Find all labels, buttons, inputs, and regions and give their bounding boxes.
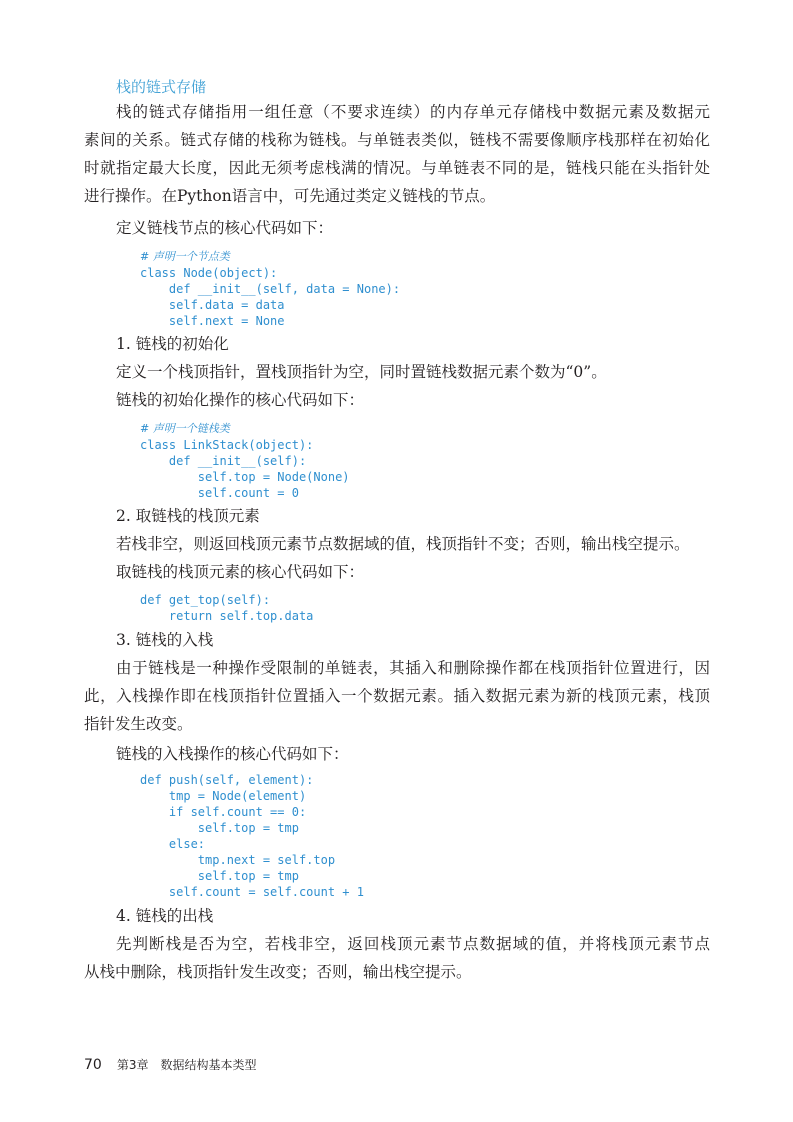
node-code-block — [140, 248, 400, 329]
code-line: def get_top(self): — [140, 593, 271, 607]
section-4-paragraph — [84, 930, 710, 986]
intro-paragraph — [84, 98, 710, 210]
intro-line: 进行操作。在Python语言中，可先通过类定义链栈的节点。 — [84, 187, 496, 205]
code-line: if self.count == 0: — [140, 805, 307, 819]
code-line: self.data = data — [140, 298, 285, 312]
code-line: else: — [140, 837, 206, 851]
page-number: 70 — [84, 1057, 102, 1073]
page-footer — [84, 1054, 257, 1073]
code-line: def __init__(self): — [140, 454, 307, 468]
code-line: class Node(object): — [140, 266, 278, 280]
chapter-title: 第3章 数据结构基本类型 — [116, 1058, 257, 1072]
code-line: def push(self, element): — [140, 773, 314, 787]
section-1-title: 1. 链栈的初始化 — [116, 335, 229, 353]
code-line: self.count = self.count + 1 — [140, 885, 364, 899]
intro-line: 时就指定最大长度，因此无须考虑栈满的情况。与单链表不同的是，链栈只能在头指针处 — [84, 159, 710, 177]
code-line: return self.top.data — [140, 609, 314, 623]
paragraph-line: 先判断栈是否为空，若栈非空，返回栈顶元素节点数据域的值，并将栈顶元素节点 — [116, 935, 710, 953]
code-comment: # 声明一个链栈类 — [140, 422, 230, 435]
intro-line: 素间的关系。链式存储的栈称为链栈。与单链表类似，链栈不需要像顺序栈那样在初始化 — [84, 131, 710, 149]
section-heading: 栈的链式存储 — [116, 78, 207, 96]
section-2-text: 若栈非空，则返回栈顶元素节点数据域的值，栈顶指针不变；否则，输出栈空提示。 — [116, 535, 690, 553]
intro-line: 栈的链式存储指用一组任意（不要求连续）的内存单元存储栈中数据元素及数据元 — [116, 103, 710, 121]
section-3-paragraph — [84, 654, 710, 738]
paragraph-line: 此，入栈操作即在栈顶指针位置插入一个数据元素。插入数据元素为新的栈顶元素，栈顶 — [84, 687, 710, 705]
section-2-code-intro: 取链栈的栈顶元素的核心代码如下： — [116, 563, 365, 581]
code-line: def __init__(self, data = None): — [140, 282, 401, 296]
code-line: self.count = 0 — [140, 486, 299, 500]
gettop-code-block — [140, 592, 313, 624]
paragraph-line: 指针发生改变。 — [84, 715, 193, 733]
section-1-text: 定义一个栈顶指针，置栈顶指针为空，同时置链栈数据元素个数为“0”。 — [116, 363, 607, 381]
code-line: self.top = tmp — [140, 869, 299, 883]
code-line: self.top = Node(None) — [140, 470, 350, 484]
section-4-title: 4. 链栈的出栈 — [116, 907, 214, 925]
section-1-code-intro: 链栈的初始化操作的核心代码如下： — [116, 391, 365, 409]
code-line: tmp.next = self.top — [140, 853, 336, 867]
init-code-block — [140, 420, 350, 501]
paragraph-line: 由于链栈是一种操作受限制的单链表，其插入和删除操作都在栈顶指针位置进行，因 — [116, 659, 710, 677]
code-comment: # 声明一个节点类 — [140, 250, 230, 263]
section-3-code-intro: 链栈的入栈操作的核心代码如下： — [116, 745, 349, 763]
code-line: self.top = tmp — [140, 821, 299, 835]
code-line: class LinkStack(object): — [140, 438, 314, 452]
code-line: tmp = Node(element) — [140, 789, 307, 803]
push-code-block — [140, 772, 364, 900]
section-3-title: 3. 链栈的入栈 — [116, 631, 214, 649]
code-line: self.next = None — [140, 314, 285, 328]
node-code-intro: 定义链栈节点的核心代码如下： — [116, 219, 334, 237]
paragraph-line: 从栈中删除，栈顶指针发生改变；否则，输出栈空提示。 — [84, 963, 472, 981]
section-2-title: 2. 取链栈的栈顶元素 — [116, 507, 260, 525]
